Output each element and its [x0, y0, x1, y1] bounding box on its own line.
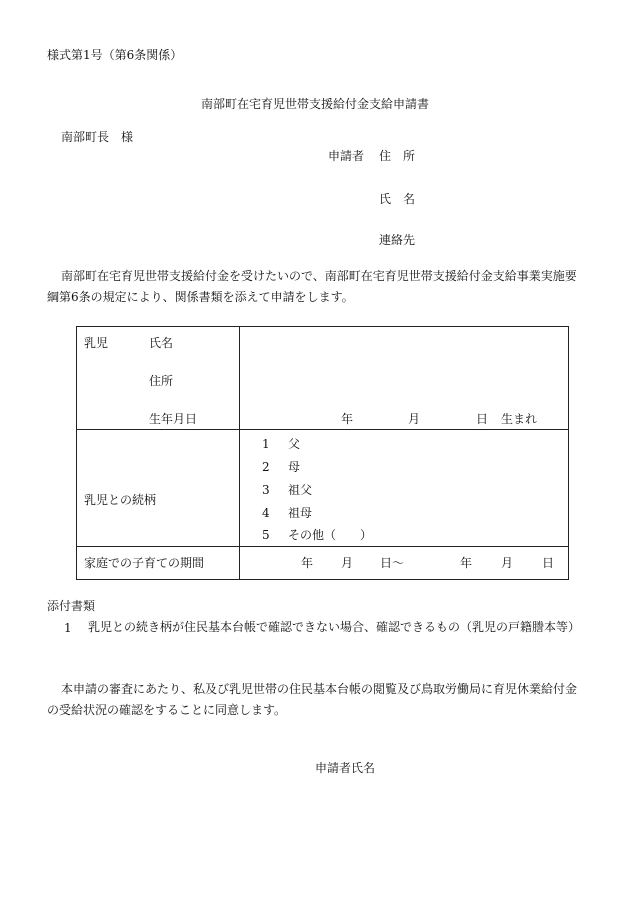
form-number: 様式第1号（第6条関係）: [47, 48, 183, 62]
relation-option-text[interactable]: 祖母: [288, 506, 313, 520]
relation-option-text[interactable]: 祖父: [288, 483, 313, 497]
period-value-cell[interactable]: [240, 547, 569, 580]
addressee: 南部町長 様: [61, 130, 134, 144]
applicant-name-label: 氏 名: [379, 192, 416, 206]
relation-option-text[interactable]: その他（ ）: [288, 528, 373, 542]
period-end-month: 月: [501, 556, 514, 570]
infant-label: 乳児: [84, 336, 109, 350]
period-label: 家庭での子育ての期間: [84, 556, 205, 570]
born-label: 生まれ: [501, 412, 538, 426]
relation-option-num: 4: [262, 506, 270, 520]
signature-label: 申請者氏名: [315, 761, 376, 775]
relation-option-text[interactable]: 父: [288, 437, 301, 451]
infant-info-value-cell[interactable]: [240, 327, 569, 430]
applicant-contact-label: 連絡先: [379, 233, 416, 247]
applicant-label: 申請者: [328, 149, 365, 163]
birth-year-label: 年: [341, 412, 354, 426]
request-paragraph: 南部町在宅育児世帯支援給付金を受けたいので、南部町在宅育児世帯支援給付金支給事業実施要綱第6条の規定により、関係書類を添えて申請をします。: [47, 269, 577, 304]
relation-option-num: 3: [262, 483, 270, 497]
period-start-day: 日〜: [380, 556, 405, 570]
attachment-item-text: 乳児との続き柄が住民基本台帳で確認できない場合、確認できるもの（乳児の戸籍謄本等）: [88, 620, 581, 634]
relation-option-text[interactable]: 母: [288, 460, 301, 474]
relation-option-num: 1: [262, 437, 270, 451]
infant-address-label: 住所: [149, 374, 174, 388]
attachments-heading: 添付書類: [47, 599, 96, 613]
page-title: 南部町在宅育児世帯支援給付金支給申請書: [200, 97, 429, 111]
relation-option-num: 2: [262, 460, 270, 474]
period-start-year: 年: [301, 556, 314, 570]
infant-info-table: [76, 326, 569, 580]
relation-label: 乳児との続柄: [84, 493, 157, 507]
birth-day-label: 日: [476, 412, 489, 426]
attachment-item-num: 1: [64, 621, 72, 635]
period-start-month: 月: [341, 556, 354, 570]
period-end-day: 日: [542, 556, 555, 570]
infant-name-label: 氏名: [149, 336, 174, 350]
birth-month-label: 月: [408, 412, 421, 426]
consent-paragraph: 本申請の審査にあたり、私及び乳児世帯の住民基本台帳の閲覧及び鳥取労働局に育児休業給付金の受給状況の確認をすることに同意します。: [47, 682, 578, 717]
infant-birth-label: 生年月日: [149, 412, 198, 426]
relation-option-num: 5: [262, 528, 270, 542]
period-end-year: 年: [460, 556, 473, 570]
applicant-address-label: 住 所: [379, 149, 416, 163]
